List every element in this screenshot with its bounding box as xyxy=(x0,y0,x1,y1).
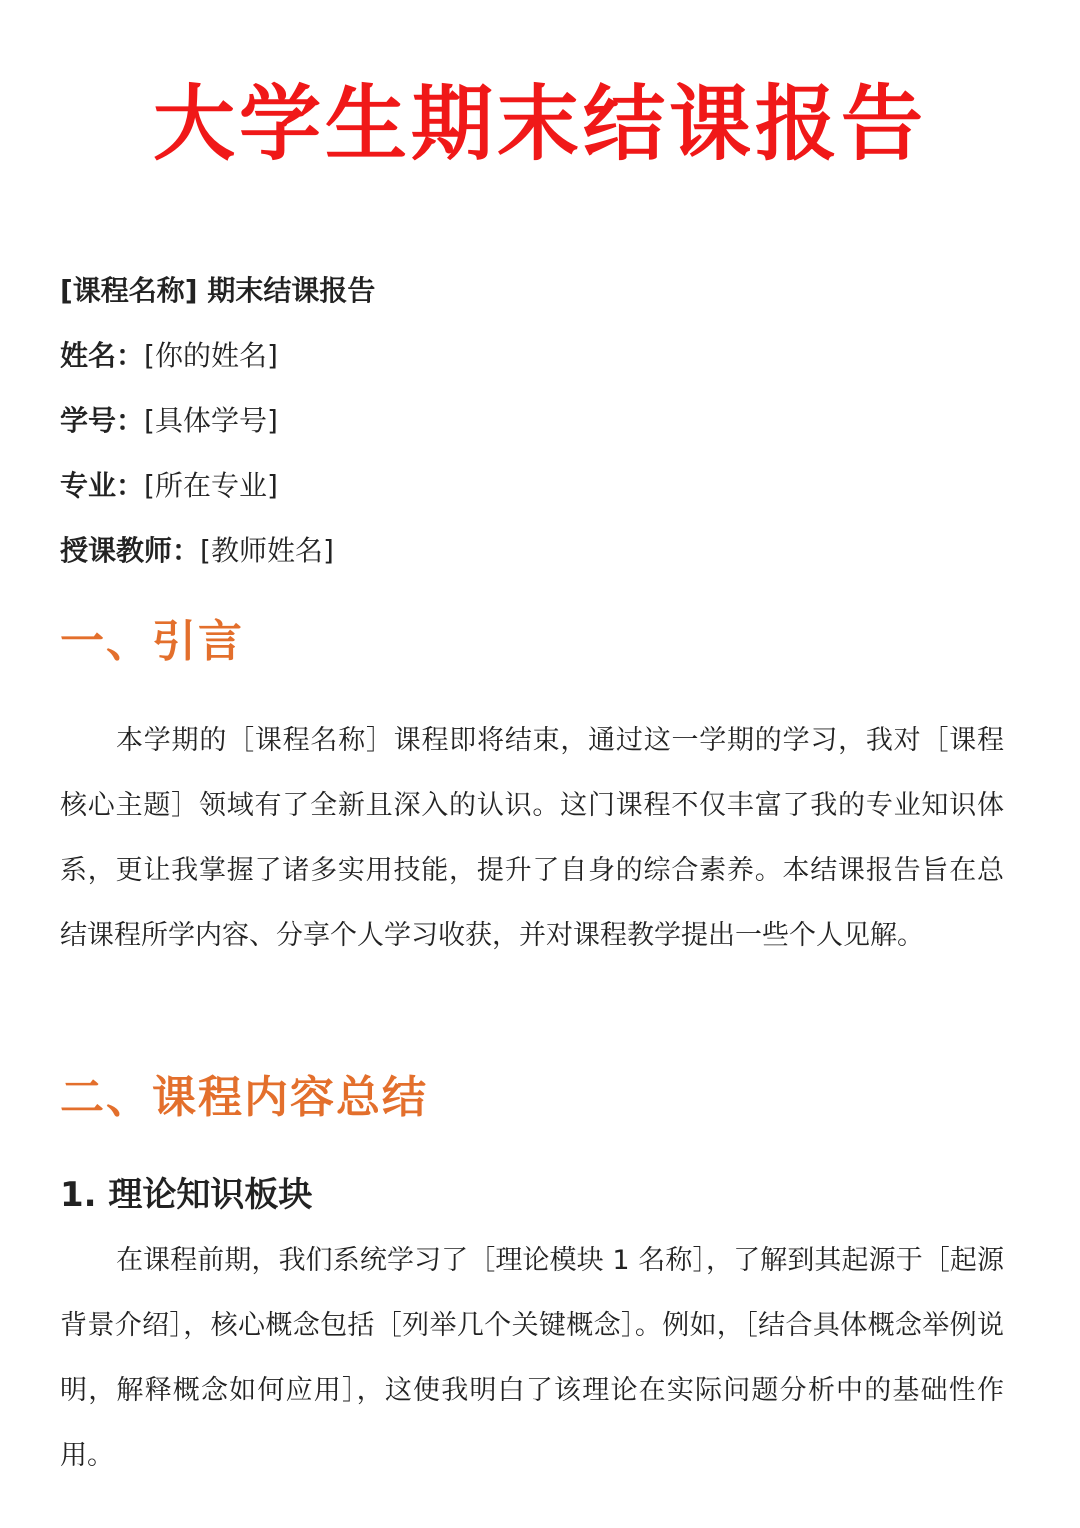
student-id-line xyxy=(60,388,1020,453)
course-name-line: [课程名称] 期末结课报告 xyxy=(60,274,376,307)
student-name-line xyxy=(60,323,1020,388)
report-title: 大学生期末结课报告 xyxy=(152,77,927,172)
section-heading-course-summary: 二、课程内容总结 xyxy=(60,1072,428,1123)
introduction-paragraph: 本学期的［课程名称］课程即将结束，通过这一学期的学习，我对［课程核心主题］领域有了全新且深入的认识。这门课程不仅丰富了我的专业知识体系，更让我掌握了诸多实用技能，提升了自身的综合素养。本结课报告旨在总结课程所学内容、分享个人学习收获，并对课程教学提出一些个人见解。 xyxy=(60,725,1004,951)
teacher-label: 授课教师： xyxy=(60,534,201,567)
student-id-value: [具体学号] xyxy=(144,404,278,437)
major-value: [所在专业] xyxy=(144,469,278,502)
student-name-label: 姓名： xyxy=(60,339,145,372)
subsection-heading-theory: 1. 理论知识板块 xyxy=(60,1175,313,1215)
student-id-label: 学号： xyxy=(60,404,145,437)
theory-paragraph: 在课程前期，我们系统学习了［理论模块 1 名称］，了解到其起源于［起源背景介绍］，核心概念包括［列举几个关键概念］。例如，［结合具体概念举例说明，解释概念如何应用］，这使我明白了该理论在实际问题分析中的基础性作用。 xyxy=(60,1245,1004,1471)
student-name-value: [你的姓名] xyxy=(144,339,278,372)
report-meta-block xyxy=(60,258,1020,583)
major-line xyxy=(60,453,1020,518)
section-heading-introduction: 一、引言 xyxy=(60,616,244,667)
major-label: 专业： xyxy=(60,469,145,502)
teacher-value: [教师姓名] xyxy=(200,534,334,567)
teacher-line xyxy=(60,518,1020,583)
